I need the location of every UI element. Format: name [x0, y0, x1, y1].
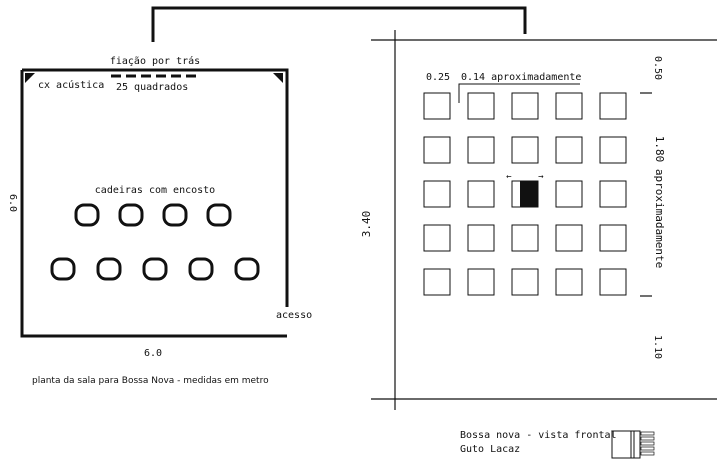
grid-square: [600, 269, 626, 295]
wall-height-label: 3.40: [360, 210, 373, 238]
arrow-left-icon: ←: [506, 172, 512, 182]
chair: [208, 205, 230, 225]
grid-square: [600, 225, 626, 251]
grid-square: [512, 137, 538, 163]
room-height-label: 6.0: [7, 193, 18, 213]
chair: [236, 259, 258, 279]
room-width-label: 6.0: [143, 348, 163, 359]
chair: [144, 259, 166, 279]
grid-square: [512, 93, 538, 119]
filled-square: [520, 181, 538, 207]
access-label: acesso: [276, 310, 313, 321]
grid-square: [512, 269, 538, 295]
floor-plan-caption: planta da sala para Bossa Nova - medidas em metro: [32, 376, 269, 386]
speaker-right-icon: [273, 73, 283, 83]
floor-plan: [7, 55, 312, 359]
grid-square: [468, 225, 494, 251]
arrow-right-icon: →: [538, 172, 544, 182]
gap-label: 0.14 aproximadamente: [461, 72, 582, 83]
grid-square: [556, 137, 582, 163]
grid-square: [424, 181, 450, 207]
grid-square: [468, 137, 494, 163]
grid-square: [556, 181, 582, 207]
chair: [190, 259, 212, 279]
room-walls: [22, 70, 287, 336]
chair: [98, 259, 120, 279]
credits-title: Bossa nova - vista frontal: [460, 430, 617, 441]
front-view: [360, 30, 717, 410]
grid-height-label: 1.80 aproximadamente: [653, 135, 666, 269]
grid-square: [512, 225, 538, 251]
square-size-label: 0.25: [426, 72, 451, 83]
chairs-label: cadeiras com encosto: [94, 185, 216, 196]
top-margin-label: 0.50: [652, 55, 663, 81]
grid-square: [556, 225, 582, 251]
grid-square: [468, 93, 494, 119]
chair: [52, 259, 74, 279]
grid-square: [468, 269, 494, 295]
bottom-margin-label: 1.10: [652, 334, 663, 360]
squares-grid: [424, 93, 626, 295]
grid-square: [468, 181, 494, 207]
wiring-label: fiação por trás: [109, 56, 201, 67]
grid-square: [424, 137, 450, 163]
chair: [164, 205, 186, 225]
connector-bracket: [153, 8, 525, 42]
grid-square: [424, 225, 450, 251]
credits-author: Guto Lacaz: [460, 444, 521, 455]
speaker-left-icon: [25, 73, 35, 83]
grid-square: [424, 269, 450, 295]
grid-square: [556, 93, 582, 119]
chair: [120, 205, 142, 225]
mini-diagram-icon: [612, 431, 654, 458]
grid-square: [600, 93, 626, 119]
squares-label: 25 quadrados: [116, 82, 189, 93]
grid-square: [424, 93, 450, 119]
chairs-group: [52, 205, 258, 279]
speaker-label: cx acústica: [38, 80, 105, 91]
grid-square: [600, 137, 626, 163]
grid-square: [556, 269, 582, 295]
chair: [76, 205, 98, 225]
grid-square: [600, 181, 626, 207]
